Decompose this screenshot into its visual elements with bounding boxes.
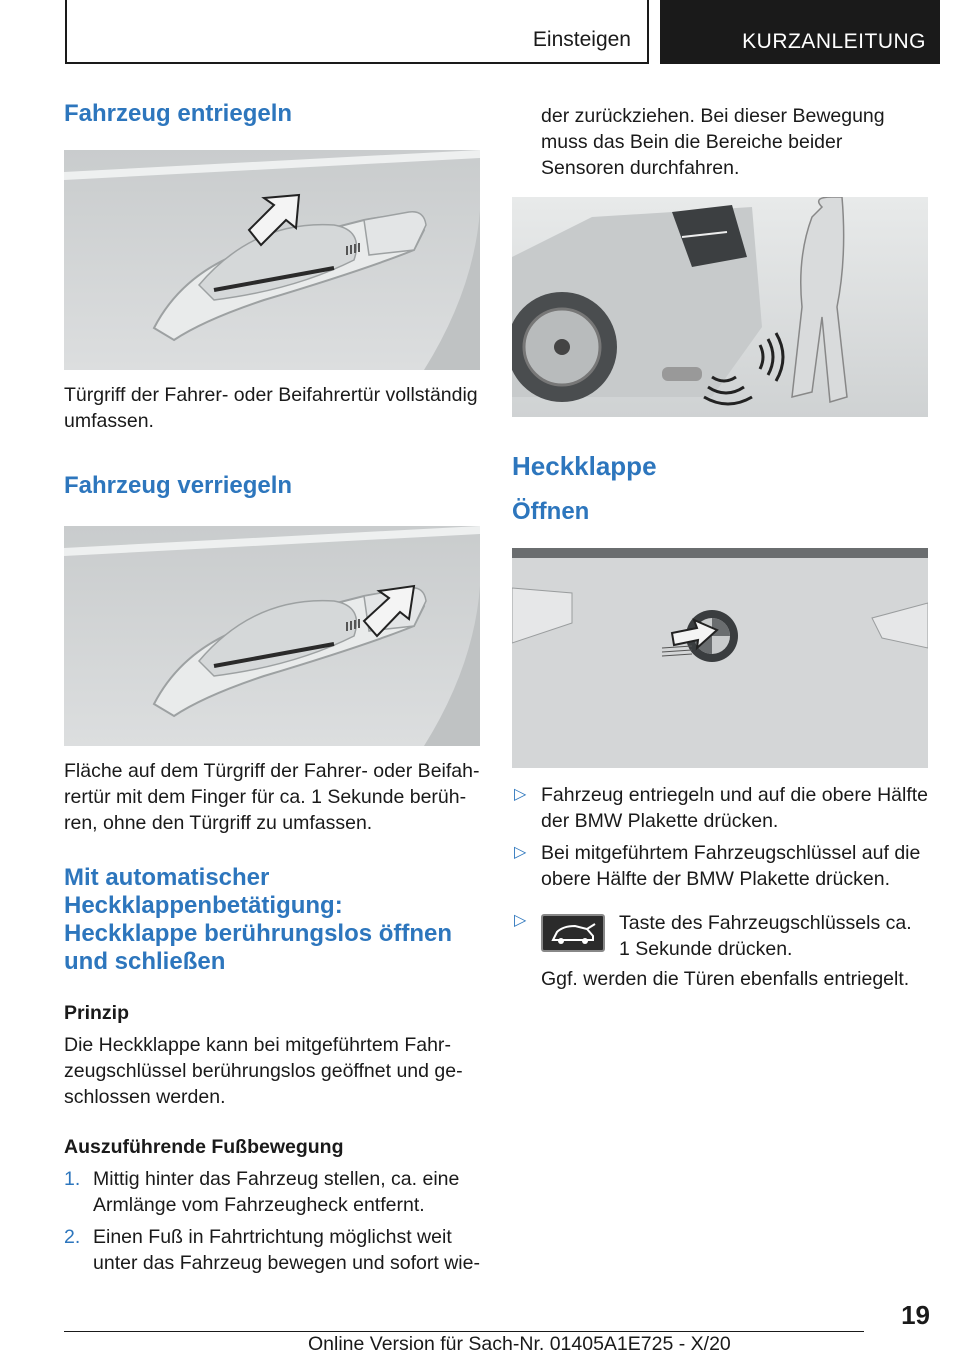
key-instruction bbox=[512, 910, 928, 966]
car-key-tailgate-icon bbox=[541, 914, 605, 952]
unlock-heading: Fahrzeug entriegeln bbox=[64, 100, 293, 127]
header-chapter-label: KURZANLEITUNG bbox=[742, 30, 926, 53]
footer-divider bbox=[64, 1331, 864, 1332]
step-text: Einen Fuß in Fahrtrichtung möglichst weit unter das Fahrzeug bewegen und sofort wie- bbox=[93, 1226, 480, 1274]
tailgate-heading: Heckklappe bbox=[512, 451, 657, 481]
key-note: Ggf. werden die Türen ebenfalls entriegelt. bbox=[541, 968, 910, 990]
unlock-caption: Türgriff der Fahrer- oder Beifahrertür vollständig umfassen. bbox=[64, 384, 478, 432]
bullet-text: Fahrzeug entriegeln und auf die obere Hälfte der BMW Plakette drücken. bbox=[541, 784, 929, 832]
open-instructions bbox=[512, 782, 928, 892]
list-item bbox=[512, 840, 928, 892]
lock-caption: Fläche auf dem Türgriff der Fahrer- oder Beifahrertür mit dem Finger für ca. 1 Sekunde berühren, ohne den Türgriff zu umfassen. bbox=[64, 760, 480, 834]
principle-label: Prinzip bbox=[64, 1002, 130, 1024]
list-item bbox=[64, 1224, 480, 1276]
step-text: Mittig hinter das Fahrzeug stellen, ca. eine Armlänge vom Fahrzeugheck entfernt. bbox=[93, 1168, 460, 1216]
foot-gesture-image bbox=[512, 197, 928, 417]
triangle-icon: ▷ bbox=[514, 786, 527, 803]
list-item bbox=[512, 782, 928, 834]
header-section-label: Einsteigen bbox=[532, 28, 631, 51]
open-heading: Öffnen bbox=[512, 498, 590, 525]
continued-text: der zurückziehen. Bei dieser Bewegung muss das Bein die Bereiche beider Sensoren durchfahren. bbox=[541, 105, 885, 179]
bullet-text: Bei mitgeführtem Fahrzeugschlüssel auf die obere Hälfte der BMW Plakette drücken. bbox=[541, 842, 921, 890]
left-column bbox=[64, 100, 480, 1282]
movement-steps bbox=[64, 1166, 480, 1276]
page-number: 19 bbox=[901, 1300, 930, 1330]
bmw-emblem-image bbox=[512, 548, 928, 768]
door-handle-lock-image bbox=[64, 526, 480, 746]
header-section-box bbox=[65, 0, 649, 64]
key-text: Taste des Fahrzeugschlüssels ca. 1 Sekunde drücken. bbox=[619, 912, 912, 960]
step-number: 1. bbox=[64, 1168, 81, 1190]
lock-heading: Fahrzeug verriegeln bbox=[64, 472, 293, 499]
footer-online-version: Online Version für Sach-Nr. 01405A1E725 - X/20 bbox=[308, 1333, 731, 1355]
triangle-icon: ▷ bbox=[514, 912, 527, 929]
header-chapter-box bbox=[660, 0, 940, 64]
movement-label: Auszuführende Fußbewegung bbox=[64, 1136, 344, 1158]
step-number: 2. bbox=[64, 1226, 81, 1248]
auto-tailgate-heading: Mit automatischer Heckklappenbetätigung: Heckklappe berührungslos öffnen und schließen bbox=[64, 864, 453, 975]
door-handle-unlock-image bbox=[64, 150, 480, 370]
principle-text: Die Heckklappe kann bei mitgeführtem Fahrzeugschlüssel berührungslos geöffnet und geschlossen werden. bbox=[64, 1034, 463, 1108]
right-column bbox=[512, 103, 928, 992]
list-item bbox=[64, 1166, 480, 1218]
triangle-icon: ▷ bbox=[514, 844, 527, 861]
